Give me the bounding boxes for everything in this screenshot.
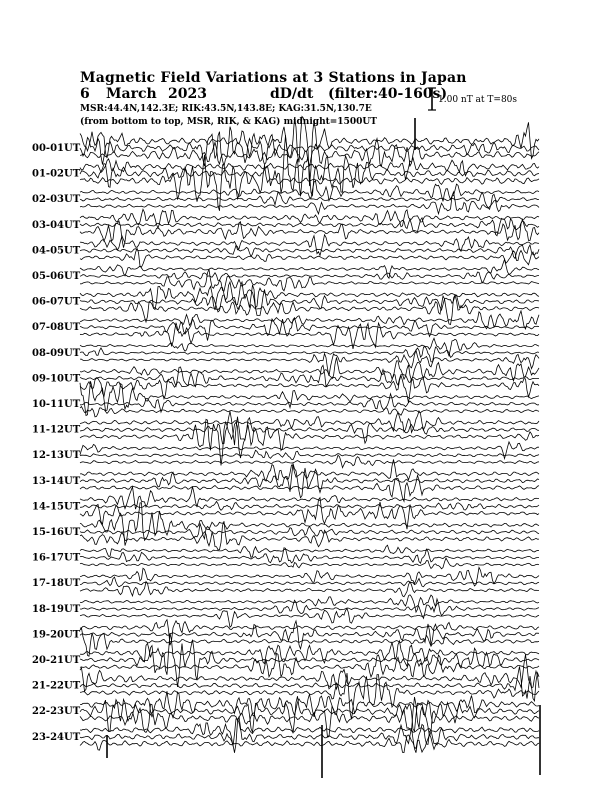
trace-msr — [80, 455, 539, 468]
trace-msr — [80, 419, 539, 465]
row-label: 05-06UT — [32, 271, 81, 282]
trace-rik — [80, 394, 539, 412]
row-label: 13-14UT — [32, 475, 81, 487]
row-label: 07-08UT — [32, 322, 81, 334]
trace-rik — [80, 411, 539, 445]
trace-rik — [80, 463, 539, 497]
trace-rik — [80, 577, 539, 587]
station-coordinates: MSR:44.4N,142.3E; RIK:43.5N,143.8E; KAG:31.5N,130.7E — [80, 104, 372, 114]
row-label: 04-05UT — [32, 245, 81, 257]
row-label: 15-16UT — [32, 527, 81, 538]
trace-msr — [80, 609, 539, 628]
filter-label: (filter:40-160s) — [328, 86, 448, 102]
row-label: 09-10UT — [32, 373, 81, 385]
trace-rik — [80, 347, 539, 362]
date-day: 6 — [80, 86, 90, 102]
trace-order-note: (from bottom to top, MSR, RIK, & KAG) midnight=1500UT — [80, 117, 377, 127]
trace-msr — [80, 323, 539, 349]
row-label: 10-11UT — [32, 399, 81, 410]
row-label: 16-17UT — [32, 552, 81, 564]
date-year: 2023 — [168, 86, 207, 102]
date-month: March — [106, 86, 157, 102]
trace-kag — [80, 641, 539, 666]
chart-title: Magnetic Field Variations at 3 Stations in Japan — [80, 70, 467, 86]
row-label: 22-23UT — [32, 706, 81, 718]
row-label: 17-18UT — [32, 578, 81, 590]
row-label: 23-24UT — [32, 731, 81, 743]
trace-rik — [80, 450, 539, 459]
trace-kag — [80, 545, 539, 557]
row-label: 00-01UT — [32, 143, 81, 154]
row-label: 03-04UT — [32, 219, 81, 231]
row-label: 18-19UT — [32, 603, 81, 615]
trace-msr — [80, 582, 539, 597]
quantity-label: dD/dt — [270, 86, 314, 102]
trace-msr — [80, 192, 539, 214]
row-label: 21-22UT — [32, 680, 81, 692]
row-label: 01-02UT — [32, 168, 81, 180]
row-label: 20-21UT — [32, 655, 81, 666]
row-label: 02-03UT — [32, 194, 81, 206]
trace-rik — [80, 127, 539, 167]
trace-rik — [80, 501, 539, 510]
trace-msr — [80, 407, 539, 417]
row-label: 19-20UT — [32, 629, 81, 641]
scale-bar-label: 1.00 nT at T=80s — [438, 95, 518, 105]
row-label: 08-09UT — [32, 347, 81, 359]
row-label: 06-07UT — [32, 296, 81, 308]
trace-msr — [80, 498, 539, 530]
trace-rik — [80, 318, 539, 341]
row-label: 12-13UT — [32, 450, 81, 462]
trace-rik — [80, 192, 539, 209]
row-label: 11-12UT — [32, 424, 81, 436]
row-label: 14-15UT — [32, 501, 81, 513]
trace-msr — [80, 521, 539, 550]
trace-rik — [80, 285, 539, 316]
trace-msr — [80, 269, 539, 291]
